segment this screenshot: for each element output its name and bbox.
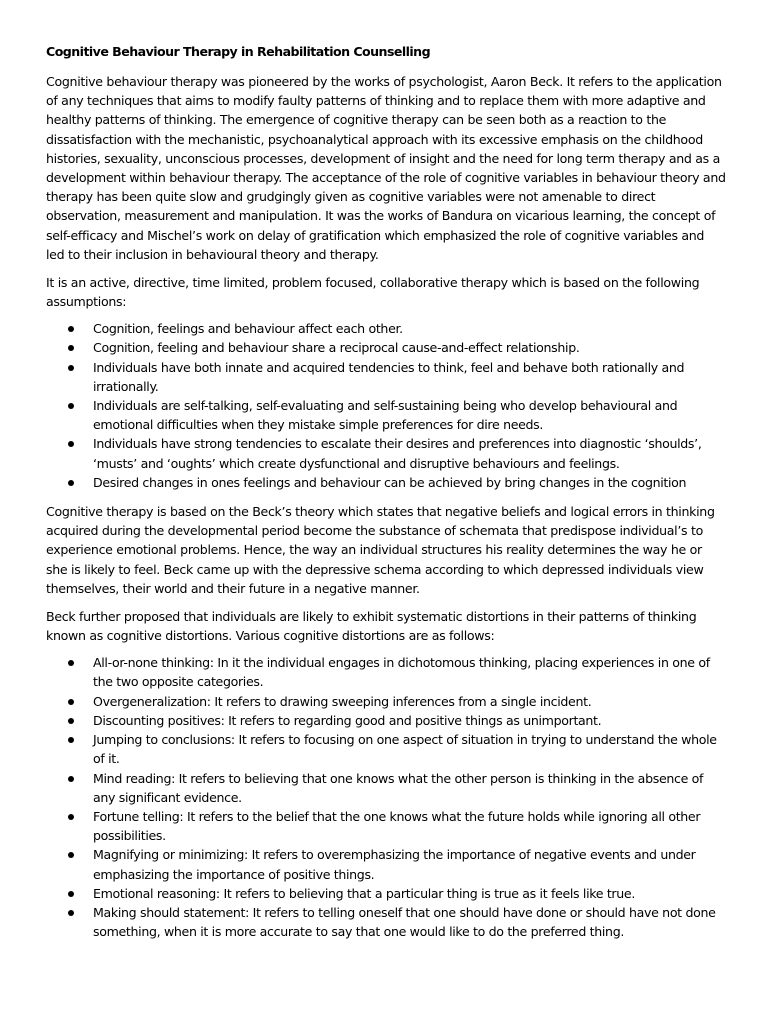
list-item-text: Jumping to conclusions: It refers to focusing on one aspect of situation in trying to understand the whole of it.	[93, 732, 717, 767]
list-item-text: Overgeneralization: It refers to drawing sweeping inferences from a single incident.	[93, 693, 592, 709]
document-title: Cognitive Behaviour Therapy in Rehabilitation Counselling	[46, 44, 431, 59]
assumptions-intro-paragraph: It is an active, directive, time limited, problem focused, collaborative therapy which is based on the following assumptions:	[46, 274, 700, 310]
assumptions-list	[46, 319, 726, 492]
list-item	[46, 338, 726, 357]
list-item	[46, 903, 726, 941]
list-item	[46, 845, 726, 883]
intro-paragraph: Cognitive behaviour therapy was pioneered by the works of psychologist, Aaron Beck. It refers to the application of any techniques that aims to modify faulty patterns of thinking and to replace them with more adaptive and healthy patterns of thinking. The emergence of cognitive therapy can be seen both as a reaction to the dissatisfaction with the mechanistic, psychoanalytical approach with its excessive emphasis on the childhood histories, sexuality, unconscious processes, development of insight and the need for long term therapy and as a development within behaviour therapy. The acceptance of the role of cognitive variables in behaviour theory and therapy has been quite slow and grudgingly given as cognitive variables were not amenable to direct observation, measurement and manipulation. It was the works of Bandura on vicarious learning, the concept of self-efficacy and Mischel’s work on delay of gratification which emphasized the role of cognitive variables and led to their inclusion in behavioural theory and therapy.	[46, 74, 726, 262]
list-item	[46, 807, 726, 845]
list-item-text: Mind reading: It refers to believing that one knows what the other person is thinking in the absence of any significant evidence.	[93, 770, 704, 805]
list-item-text: Discounting positives: It refers to regarding good and positive things as unimportant.	[93, 712, 602, 728]
list-item-text: Cognition, feeling and behaviour share a reciprocal cause-and-effect relationship.	[93, 340, 580, 356]
list-item	[46, 319, 726, 338]
list-item	[46, 769, 726, 807]
list-item-text: Desired changes in ones feelings and behaviour can be achieved by bring changes in the cognition	[93, 474, 687, 490]
bullet-icon	[68, 365, 74, 371]
list-item	[46, 653, 726, 691]
distortions-list	[46, 653, 726, 941]
bullet-icon	[68, 345, 74, 351]
bullet-icon	[68, 814, 74, 820]
list-item-text: Emotional reasoning: It refers to believing that a particular thing is true as it feels like true.	[93, 885, 635, 901]
beck-theory-paragraph: Cognitive therapy is based on the Beck’s theory which states that negative beliefs and logical errors in thinking acquired during the developmental period become the substance of schemata that predispose individual’s to experience emotional problems. Hence, the way an individual structures his reality determines the way he or she is likely to feel. Beck came up with the depressive schema according to which depressed individuals view themselves, their world and their future in a negative manner.	[46, 504, 715, 596]
list-item	[46, 358, 726, 396]
list-item-text: Individuals have both innate and acquired tendencies to think, feel and behave both rationally and irrationally.	[93, 359, 685, 394]
bullet-icon	[68, 891, 74, 897]
list-item	[46, 884, 726, 903]
bullet-icon	[68, 852, 74, 858]
distortions-intro-paragraph: Beck further proposed that individuals are likely to exhibit systematic distortions in their patterns of thinking known as cognitive distortions. Various cognitive distortions are as follows:	[46, 608, 697, 644]
bullet-icon	[68, 326, 74, 332]
list-item-text: Cognition, feelings and behaviour affect each other.	[93, 321, 403, 337]
bullet-icon	[68, 403, 74, 409]
bullet-icon	[68, 737, 74, 743]
list-item	[46, 730, 726, 768]
list-item	[46, 434, 726, 472]
bullet-icon	[68, 776, 74, 782]
list-item	[46, 692, 726, 711]
bullet-icon	[68, 699, 74, 705]
list-item-text: Magnifying or minimizing: It refers to overemphasizing the importance of negative events and under emphasizing the importance of positive things.	[93, 847, 696, 882]
document-page	[46, 42, 726, 951]
bullet-icon	[68, 480, 74, 486]
list-item-text: Individuals are self-talking, self-evaluating and self-sustaining being who develop behavioural and emotional difficulties when they mistake simple preferences for dire needs.	[93, 398, 678, 433]
list-item	[46, 396, 726, 434]
list-item	[46, 711, 726, 730]
bullet-icon	[68, 441, 74, 447]
bullet-icon	[68, 910, 74, 916]
bullet-icon	[68, 660, 74, 666]
list-item	[46, 473, 726, 492]
list-item-text: Fortune telling: It refers to the belief that the one knows what the future holds while ignoring all other possibilities.	[93, 808, 701, 844]
list-item-text: All-or-none thinking: In it the individual engages in dichotomous thinking, placing experiences in one of the two opposite categories.	[93, 655, 710, 690]
bullet-icon	[68, 718, 74, 724]
list-item-text: Individuals have strong tendencies to escalate their desires and preferences into diagnostic ‘shoulds’, ‘musts’ and ‘oughts’ which create dysfunctional and disruptive behaviours and feelings.	[93, 436, 702, 471]
list-item-text: Making should statement: It refers to telling oneself that one should have done or should have not done something, when it is more accurate to say that one would like to do the preferred thing.	[93, 904, 716, 940]
